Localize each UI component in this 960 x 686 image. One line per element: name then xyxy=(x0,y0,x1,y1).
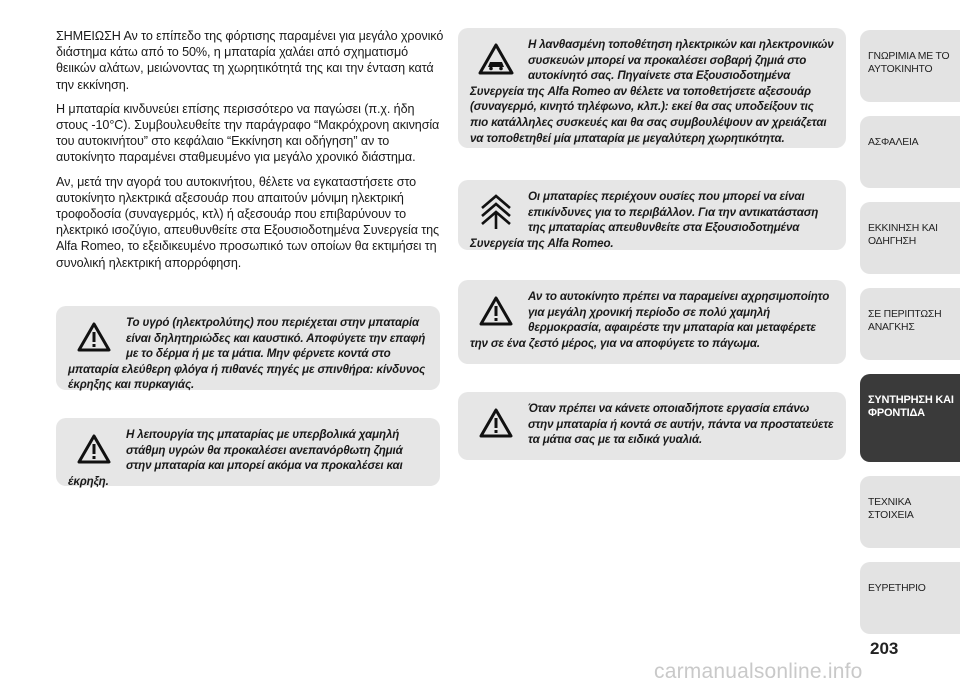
tab-maintenance-care[interactable]: ΣΥΝΤΗΡΗΣΗ ΚΑΙ ΦΡΟΝΤΙΔΑ xyxy=(860,374,960,462)
environment-tree-icon xyxy=(470,191,522,231)
paragraph-accessories: Αν, μετά την αγορά του αυτοκινήτου, θέλετε να εγκαταστήσετε στο αυτοκίνητο ηλεκτρικά αξεσουάρ που απαιτούν μόνιμη ηλεκτρική τροφοδοσία (συναγερμός, κτλ) ή αξεσουάρ που επιβαρύνουν το ηλεκτρικό ισοζύγιο, απευθυνθείτε στα Εξουσιοδοτημένα Συνεργεία της Alfa Romeo, το εξειδικευμένο προσωπικό των οποίων θα εκτιμήσει τη συνολική ηλεκτρική απορρόφηση. xyxy=(56,174,440,270)
warning-box-electrolyte xyxy=(56,306,440,390)
tab-emergency[interactable]: ΣΕ ΠΕΡΙΠΤΩΣΗ ΑΝΑΓΚΗΣ xyxy=(860,288,960,360)
warning-box-low-level xyxy=(56,418,440,486)
info-box-environment xyxy=(458,180,846,250)
tab-starting-driving[interactable]: ΕΚΚΙΝΗΣΗ ΚΑΙ ΟΔΗΓΗΣΗ xyxy=(860,202,960,274)
warning-triangle-icon xyxy=(68,317,120,357)
car-warning-icon xyxy=(470,39,522,79)
paragraph-freezing: Η μπαταρία κινδυνεύει επίσης περισσότερο να παγώσει (π.χ. ήδη στους -10°C). Συμβουλευθείτε την παράγραφο “Μακρόχρονη ακινησία του αυτοκινήτου” στο κεφάλαιο “Εκκίνηση και οδήγηση” αν το αυτοκίνητο παραμένει σταθμευμένο για μεγάλο χρονικό διάστημα. xyxy=(56,101,440,165)
warning-triangle-icon xyxy=(68,429,120,469)
tab-technical-data[interactable]: ΤΕΧΝΙΚΑ ΣΤΟΙΧΕΙΑ xyxy=(860,476,960,548)
warning-text: Όταν πρέπει να κάνετε οποιαδήποτε εργασία επάνω στην μπαταρία ή κοντά σε αυτήν, πάντα να προστατεύετε τα μάτια σας με τα ειδικά γυαλιά. xyxy=(528,402,834,447)
tab-index[interactable]: ΕΥΡΕΤΗΡΙΟ xyxy=(860,562,960,634)
warning-text: Αν το αυτοκίνητο πρέπει να παραμείνει αχρησιμοποίητο για μεγάλη χρονική περίοδο σε πολύ χαμηλή θερμοκρασία, αφαιρέστε την μπαταρία και μεταφέρετε την σε ένα ζεστό μέρος, για να αποφύγετε το πάγωμα. xyxy=(470,290,830,350)
warning-text: Η λειτουργία της μπαταρίας με υπερβολικά χαμηλή στάθμη υγρών θα προκαλέσει ανεπανόρθωτη ζημιά στην μπαταρία και μπορεί ακόμα να προκαλέσει και έκρηξη. xyxy=(68,428,403,488)
warning-box-eye-protection xyxy=(458,392,846,460)
paragraph-note: ΣΗΜΕΙΩΣΗ Αν το επίπεδο της φόρτισης παραμένει για μεγάλο χρονικό διάστημα κάτω από το 50%, η μπαταρία χαλάει από σχηματισμό θειικών αλάτων, μειώνοντας τη χωρητικότητά της και την ένταση κατά την εκκίνηση. xyxy=(56,29,444,92)
warning-text: Το υγρό (ηλεκτρολύτης) που περιέχεται στην μπαταρία είναι δηλητηριώδες και καυστικό. Αποφύγετε την επαφή με το δέρμα ή με τα μάτια. Μην φέρνετε κοντά στο μπαταρία ελεύθερη φλόγα ή πιθανές πηγές με σπινθήρα: κίνδυνος έκρηξης και πυρκαγιάς. xyxy=(68,316,426,392)
page-number: 203 xyxy=(870,639,899,658)
body-text-column xyxy=(56,28,444,279)
warning-triangle-icon xyxy=(470,291,522,331)
warning-triangle-icon xyxy=(470,403,522,443)
tab-getting-to-know[interactable]: ΓΝΩΡΙΜΙΑ ΜΕ ΤΟ ΑΥΤΟΚΙΝΗΤΟ xyxy=(860,30,960,102)
info-text: Οι μπαταρίες περιέχουν ουσίες που μπορεί να είναι επικίνδυνες για το περιβάλλον. Για την αντικατάσταση της μπαταρίας απευθυνθείτε στα Εξουσιοδοτημένα Συνεργεία της Alfa Romeo. xyxy=(470,190,819,250)
watermark-text: carmanualsonline.info xyxy=(654,660,863,683)
warning-text: Η λανθασμένη τοποθέτηση ηλεκτρικών και ηλεκτρονικών συσκευών μπορεί να προκαλέσει σοβαρή ζημιά στο αυτοκίνητό σας. Πηγαίνετε στα Εξουσιοδοτημένα Συνεργεία της Alfa Romeo αν θέλετε να τοποθετήσετε αξεσουάρ (συναγερμό, κινητό τηλέφωνο, κλπ.): εκεί θα σας υποδείξουν τις πιο κατάλληλες συσκευές και θα σας συμβουλέψουν αν χρειάζεται να τοποθετηθεί μία μπαταρία με μεγαλύτερη χωρητικότητα. xyxy=(470,38,834,145)
warning-box-electrical-devices xyxy=(458,28,846,148)
tab-safety[interactable]: ΑΣΦΑΛΕΙΑ xyxy=(860,116,960,188)
warning-box-cold-storage xyxy=(458,280,846,364)
